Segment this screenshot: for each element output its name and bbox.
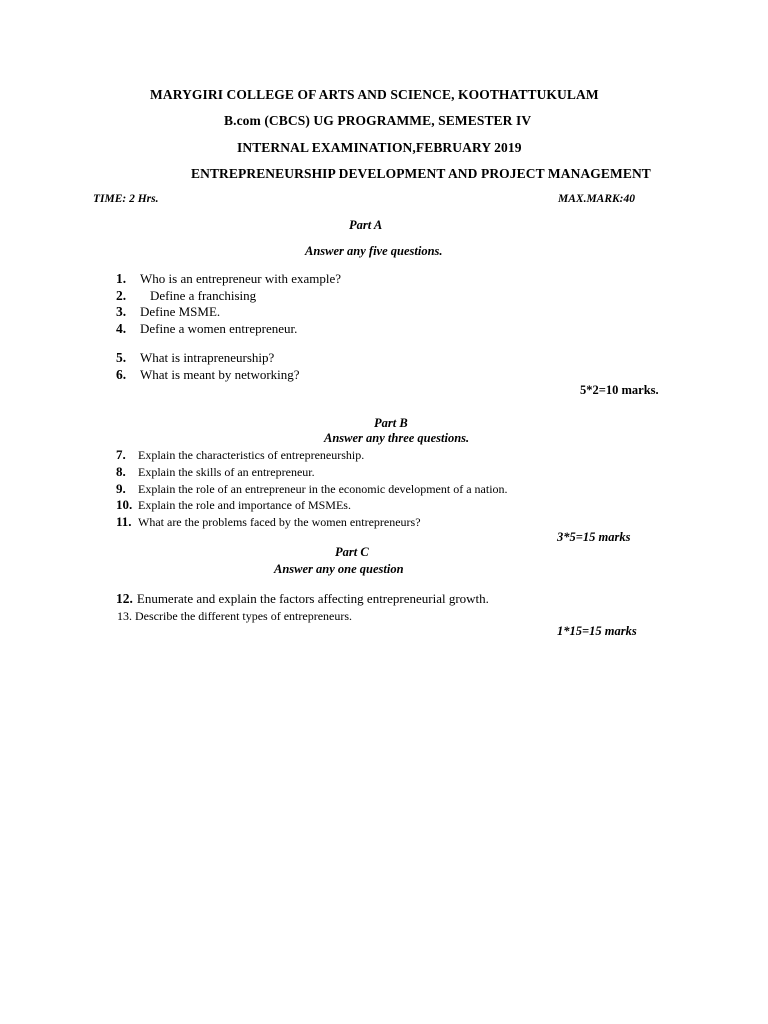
- question-text: Enumerate and explain the factors affecting entrepreneurial growth.: [136, 591, 489, 606]
- max-mark: MAX.MARK:40: [558, 193, 636, 205]
- part-b-marks: 3*5=15 marks: [557, 530, 631, 544]
- subject-title: ENTREPRENEURSHIP DEVELOPMENT AND PROJECT MANAGEMENT: [191, 166, 651, 181]
- question-number: 9.: [116, 481, 126, 496]
- question-item: [116, 321, 297, 337]
- question-number: 6.: [116, 367, 127, 382]
- part-a-marks: 5*2=10 marks.: [580, 383, 659, 397]
- question-number: 2.: [116, 288, 127, 303]
- question-number: 5.: [116, 350, 127, 365]
- question-text: Explain the role of an entrepreneur in the economic development of a nation.: [138, 482, 508, 496]
- part-a-title: Part A: [349, 218, 383, 232]
- question-text: Explain the role and importance of MSMEs.: [138, 498, 351, 512]
- question-item: [116, 514, 421, 530]
- question-text: Who is an entrepreneur with example?: [140, 271, 342, 286]
- question-item: [116, 271, 341, 287]
- part-b-title: Part B: [374, 416, 408, 430]
- question-text: What is meant by networking?: [140, 367, 300, 382]
- question-item: [116, 288, 256, 304]
- question-item: [116, 591, 489, 607]
- question-number: 8.: [116, 464, 126, 479]
- question-item: [116, 350, 274, 366]
- question-number: 7.: [116, 447, 126, 462]
- question-text: Explain the skills of an entrepreneur.: [138, 465, 315, 479]
- question-number: 11.: [116, 514, 132, 529]
- question-text: What are the problems faced by the women entrepreneurs?: [138, 515, 421, 529]
- question-item: [116, 464, 315, 480]
- part-c-title: Part C: [335, 545, 369, 559]
- question-text: Define a franchising: [150, 288, 257, 303]
- question-item: [116, 447, 364, 463]
- question-item: [116, 497, 351, 513]
- question-item: 13. Describe the different types of entrepreneurs.: [117, 609, 353, 623]
- question-number: 4.: [116, 321, 127, 336]
- question-item: [116, 367, 300, 383]
- question-number: 1.: [116, 271, 127, 286]
- college-name: MARYGIRI COLLEGE OF ARTS AND SCIENCE, KOOTHATTUKULAM: [150, 87, 599, 102]
- question-item: [116, 304, 220, 320]
- part-c-marks: 1*15=15 marks: [557, 624, 637, 638]
- part-a-instruction: Answer any five questions.: [305, 244, 443, 258]
- exam-time: TIME: 2 Hrs.: [93, 193, 159, 205]
- question-text: What is intrapreneurship?: [140, 350, 275, 365]
- exam-line: INTERNAL EXAMINATION,FEBRUARY 2019: [237, 140, 522, 155]
- programme-line: B.com (CBCS) UG PROGRAMME, SEMESTER IV: [224, 113, 532, 128]
- part-b-instruction: Answer any three questions.: [324, 431, 470, 445]
- part-c-instruction: Answer any one question: [274, 562, 404, 576]
- question-text: Define a women entrepreneur.: [140, 321, 298, 336]
- question-text: Explain the characteristics of entrepreneurship.: [138, 448, 365, 462]
- question-number: 12.: [116, 591, 133, 606]
- question-text: Define MSME.: [140, 304, 221, 319]
- question-item: [116, 481, 508, 497]
- question-number: 3.: [116, 304, 127, 319]
- question-number: 10.: [116, 497, 133, 512]
